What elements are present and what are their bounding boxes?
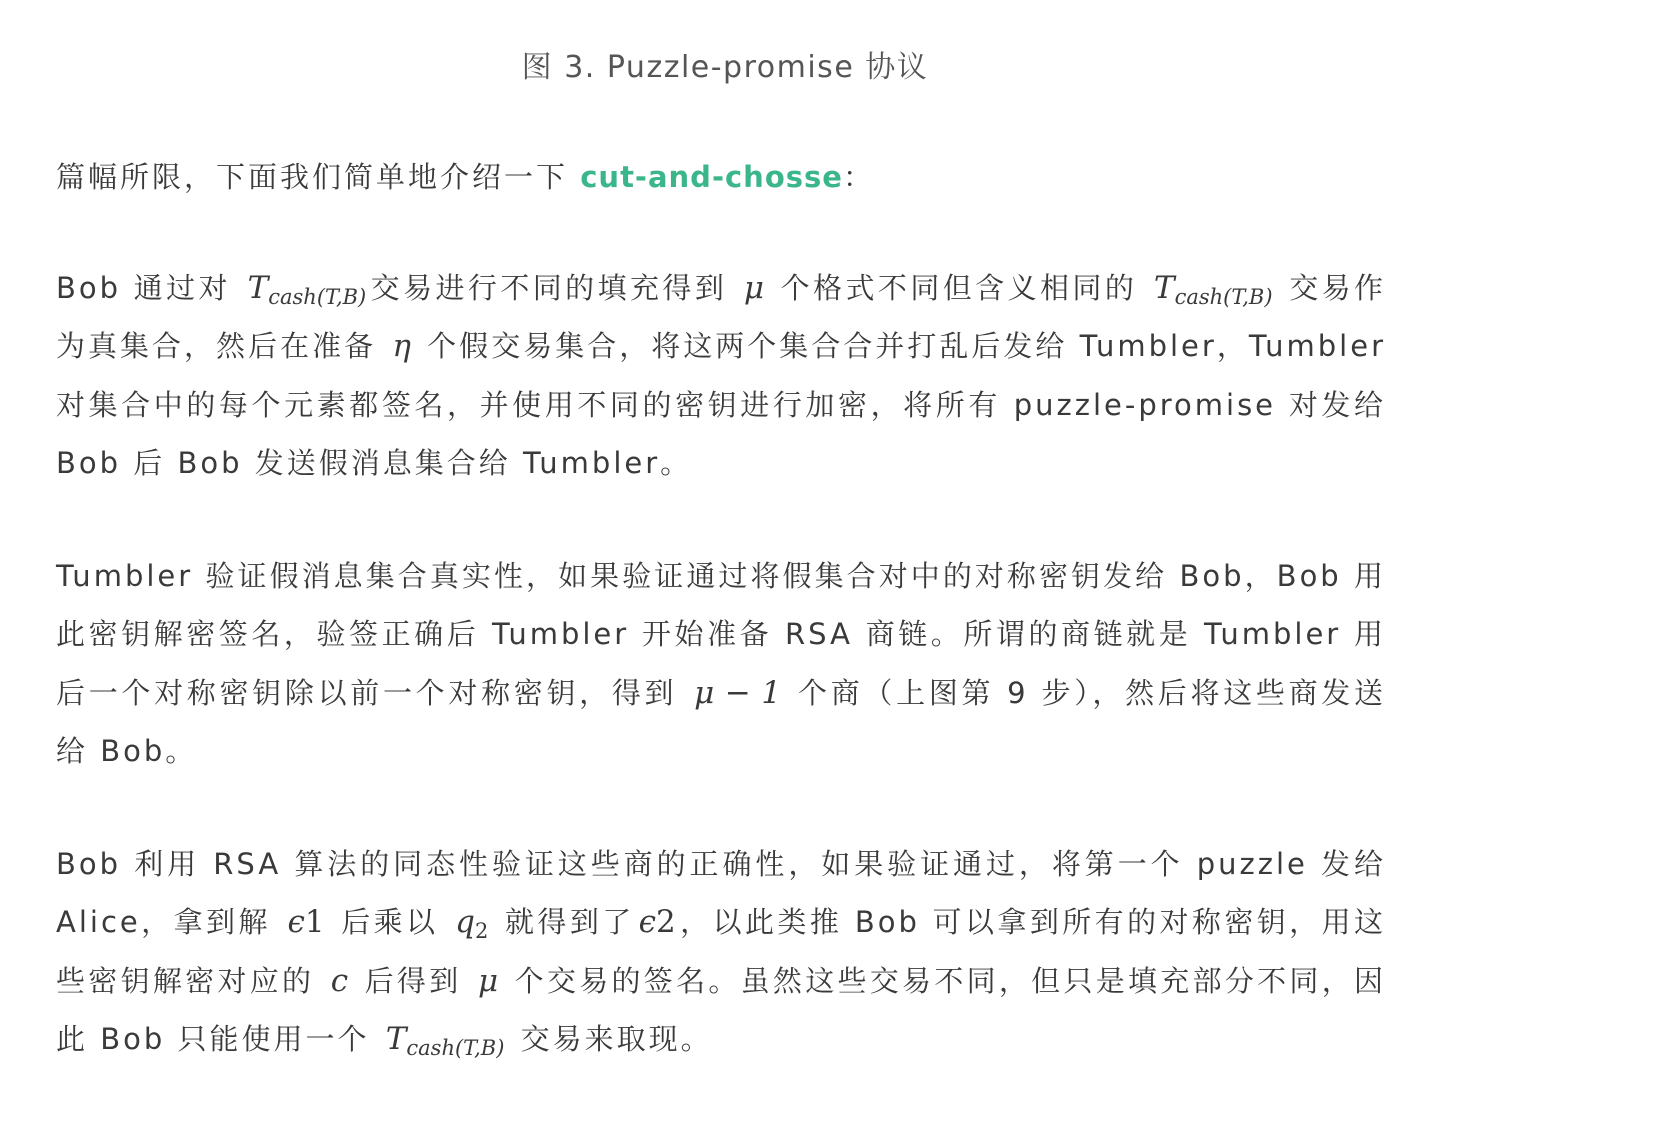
math-epsilon-2: ϵ2 <box>638 904 676 940</box>
p3-text-7: 交易来取现。 <box>508 1022 713 1056</box>
paragraph-rsa-quotient-chain <box>56 547 1386 781</box>
p3-text-2: 后乘以 <box>328 905 452 939</box>
p3-text-5: 后得到 <box>352 963 474 998</box>
math-epsilon-1: ϵ1 <box>287 904 325 940</box>
math-t-cash-3: $T_{cash(T,B)}$ <box>385 1021 505 1060</box>
math-c: c <box>330 962 349 999</box>
math-q-2: $q_2$ <box>455 904 489 943</box>
intro-paragraph <box>56 148 1386 207</box>
p1-text-4: 交易作为真集合，然后在准备 <box>56 270 1387 363</box>
intro-text: 篇幅所限，下面我们简单地介绍一下 <box>56 160 581 194</box>
math-mu-2: μ <box>478 962 499 999</box>
cut-and-choose-link[interactable]: cut-and-chosse <box>580 160 843 194</box>
paragraph-puzzle-promise <box>56 259 1386 493</box>
math-t-cash-1: $T_{cash(T,B)}$ <box>247 269 367 309</box>
p1-text-5: 个假交易集合，将这两个集合合并打乱后发给 Tumbler，Tumbler 对集合中的每个元素都签名，并使用不同的密钥进行加密，将所有 puzzle-promise 对发给 Bob 后 Bob 发送假消息集合给 Tumbler。 <box>56 329 1387 480</box>
math-mu-1: μ <box>743 269 765 306</box>
p2-text-2: 个商（上图第 9 步），然后将这些商发送给 Bob。 <box>56 675 1386 768</box>
p3-text-3: 就得到了 <box>492 905 635 939</box>
p3-text-4: ，以此类推 Bob 可以拿到所有的对称密钥，用这些密钥解密对应的 <box>56 905 1387 998</box>
p1-text-3: 个格式不同但含义相同的 <box>768 270 1150 305</box>
math-t-cash-2: $T_{cash(T,B)}$ <box>1153 269 1273 309</box>
p3-text-6: 个交易的签名。虽然这些交易不同，但只是填充部分不同，因此 Bob 只能使用一个 <box>56 963 1387 1056</box>
article-body <box>56 148 1386 1123</box>
paragraph-homomorphic-verify <box>56 835 1386 1069</box>
p1-text-1: Bob 通过对 <box>56 270 244 305</box>
p3-text-1: Bob 利用 RSA 算法的同态性验证这些商的正确性，如果验证通过，将第一个 puzzle 发给 Alice，拿到解 <box>56 846 1386 939</box>
math-eta: η <box>392 328 411 364</box>
intro-colon: ： <box>842 160 875 194</box>
figure-caption: 图 3. Puzzle-promise 协议 <box>521 50 929 85</box>
math-mu-minus-one: μ − 1 <box>694 674 782 711</box>
p2-text-1: Tumbler 验证假消息集合真实性，如果验证通过将假集合对中的对称密钥发给 Bob，Bob 用此密钥解密签名，验签正确后 Tumbler 开始准备 RSA 商链。所谓的商链就是 Tumbler 用后一个对称密钥除以前一个对称密钥，得到 <box>56 558 1386 710</box>
p1-text-2: 交易进行不同的填充得到 <box>370 270 740 305</box>
